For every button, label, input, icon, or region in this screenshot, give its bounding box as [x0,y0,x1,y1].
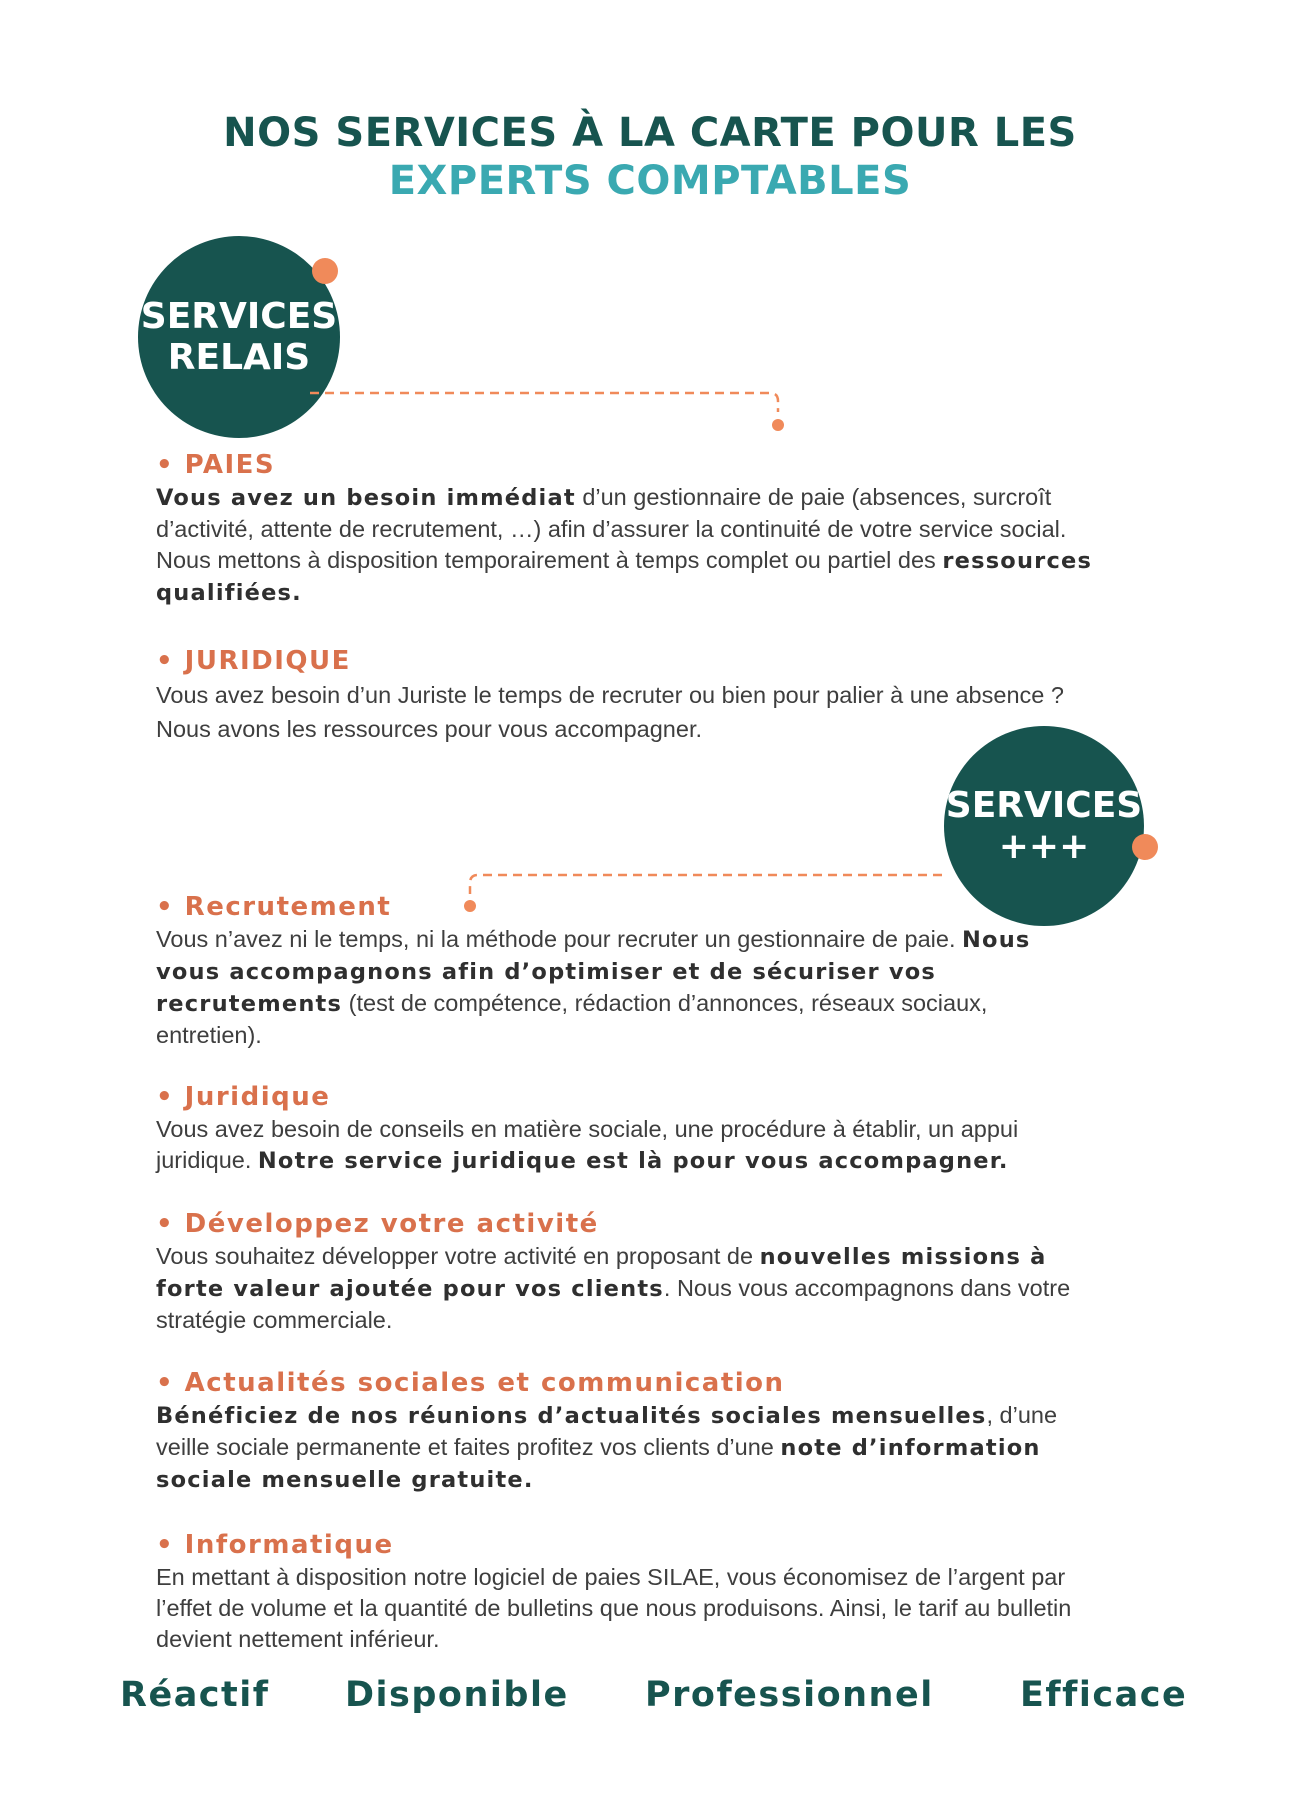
dashed-connector-relais [300,380,800,440]
section-body: Vous avez un besoin immédiat d’un gestionnaire de paie (absences, surcroît d’activité, attente de recrutement, …) afin d’assurer la continuité de votre service social. Nous mettons à disposition temporairement à temps complet ou partiel des ressources qualifiées. [156,484,1093,606]
section-body: Vous souhaitez développer votre activité en proposant de nouvelles missions à forte valeur ajoutée pour vos clients. Nous vous accompagnons dans votre stratégie commerciale. [156,1243,1071,1333]
badge-line1: SERVICES [140,295,338,337]
orange-dot-decoration [1132,834,1158,860]
badge-line1: SERVICES [945,784,1143,826]
footer-keyword-reactif: Réactif [120,1675,270,1715]
footer-keyword-disponible: Disponible [345,1675,569,1715]
footer-keyword-efficace: Efficace [1020,1675,1188,1715]
section-body: Vous n’avez ni le temps, ni la méthode pour recruter un gestionnaire de paie. Nous vous accompagnons afin d’optimiser et de sécuriser vos recrutements (test de compétence, rédaction d’annonces, réseaux sociaux, entretien). [156,926,1031,1048]
section-body: En mettant à disposition notre logiciel de paies SILAE, vous économisez de l’argent par l’effet de volume et la quantité de bulletins que nous produisons. Ainsi, le tarif au bulletin devient nettement inférieur. [156,1564,1072,1652]
section-heading: • Actualités sociales et communication [156,1368,785,1398]
badge-line2: +++ [998,826,1090,867]
orange-dot-decoration [312,258,338,284]
section-body: Vous avez besoin d’un Juriste le temps de recruter ou bien pour palier à une absence ? Nous avons les ressources pour vous accompagner. [156,682,1064,742]
badge-line2: RELAIS [167,337,311,378]
section-body: Bénéficiez de nos réunions d’actualités sociales mensuelles, d’une veille sociale permanente et faites profitez vos clients d’une note d’information sociale mensuelle gratuite. [156,1402,1058,1493]
section-informatique [156,1528,1096,1655]
section-body: Vous avez besoin de conseils en matière sociale, une procédure à établir, un appui juridique. Notre service juridique est là pour vous accompagner. [156,1116,1019,1174]
page-title-line1: NOS SERVICES À LA CARTE POUR LES [223,110,1077,156]
section-juridique-relais [156,644,1096,746]
page-title-line2: EXPERTS COMPTABLES [388,158,912,204]
section-developpez [156,1207,1096,1336]
section-heading: • JURIDIQUE [156,646,351,676]
section-heading: • Juridique [156,1082,331,1112]
footer-keyword-professionnel: Professionnel [645,1675,934,1715]
section-heading: • Informatique [156,1530,394,1560]
section-recrutement [156,890,1096,1051]
section-paies [156,448,1096,609]
section-heading: • Recrutement [156,892,392,922]
section-heading: • PAIES [156,450,276,480]
section-juridique-plus [156,1080,1096,1177]
section-actualites [156,1366,1096,1496]
section-heading: • Développez votre activité [156,1209,599,1239]
